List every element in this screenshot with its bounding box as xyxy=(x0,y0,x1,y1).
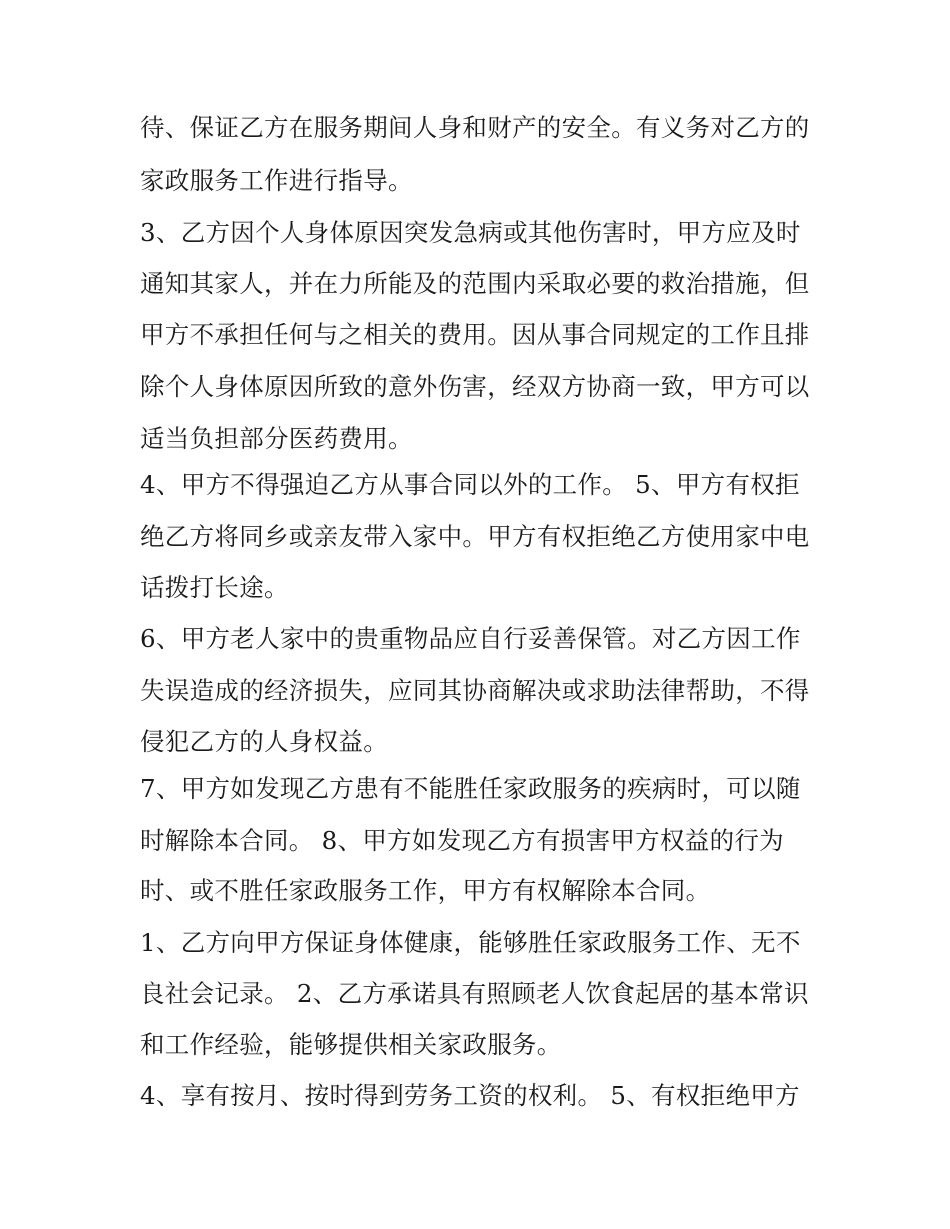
text-line: 话拨打长途。 xyxy=(140,573,289,602)
text-line: 和工作经验，能够提供相关家政服务。 xyxy=(140,1030,562,1059)
text-line: 时、或不胜任家政服务工作，甲方有权解除本合同。 xyxy=(140,876,711,905)
text-line: 家政服务工作进行指导。 xyxy=(140,166,413,195)
text-line: 7、甲方如发现乙方患有不能胜任家政服务的疾病时，可以随 xyxy=(140,774,801,803)
text-line: 甲方不承担任何与之相关的费用。因从事合同规定的工作且排 xyxy=(140,320,810,349)
text-line: 3、乙方因个人身体原因突发急病或其他伤害时，甲方应及时 xyxy=(140,218,801,247)
text-line: 绝乙方将同乡或亲友带入家中。甲方有权拒绝乙方使用家中电 xyxy=(140,522,810,551)
text-line: 1、乙方向甲方保证身体健康，能够胜任家政服务工作、无不 xyxy=(140,928,801,957)
text-line: 4、甲方不得强迫乙方从事合同以外的工作。 5、甲方有权拒 xyxy=(140,470,800,499)
text-line: 适当负担部分医药费用。 xyxy=(140,424,413,453)
text-line: 时解除本合同。 8、甲方如发现乙方有损害甲方权益的行为 xyxy=(140,826,784,855)
text-line: 通知其家人，并在力所能及的范围内采取必要的救治措施，但 xyxy=(140,269,810,298)
text-line: 6、甲方老人家中的贵重物品应自行妥善保管。对乙方因工作 xyxy=(140,624,801,653)
text-line: 除个人身体原因所致的意外伤害，经双方协商一致，甲方可以 xyxy=(140,372,810,401)
text-line: 待、保证乙方在服务期间人身和财产的安全。有义务对乙方的 xyxy=(140,113,810,142)
text-line: 失误造成的经济损失，应同其协商解决或求助法律帮助，不得 xyxy=(140,676,810,705)
text-line: 4、享有按月、按时得到劳务工资的权利。 5、有权拒绝甲方 xyxy=(140,1081,800,1110)
text-line: 良社会记录。 2、乙方承诺具有照顾老人饮食起居的基本常识 xyxy=(140,979,809,1008)
text-line: 侵犯乙方的人身权益。 xyxy=(140,727,388,756)
